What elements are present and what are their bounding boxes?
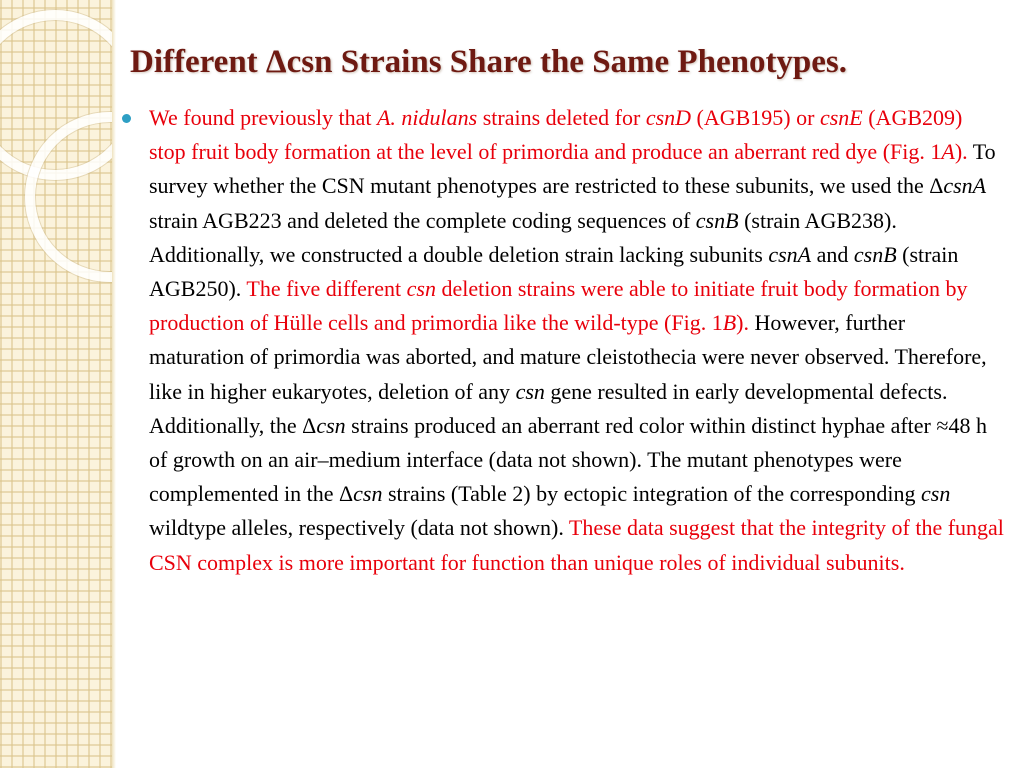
sidebar-edge-divider [112,0,116,768]
text-segment: csn [316,412,346,438]
text-segment: csnD [645,105,692,130]
text-segment: csnA [768,241,812,267]
body-paragraph [149,101,1004,580]
text-segment: csnB [695,207,739,233]
text-segment: csn [353,481,383,507]
text-segment: strains produced an aberrant red color within distinct hyphae after ≈48 h of growth on an air–medium interface (data not shown). The mutant phenotypes were complemented in the Δ [149,412,987,507]
text-segment: These data suggest that the integrity of the fungal CSN complex is more important for function than unique roles of individual subunits. [149,515,1004,575]
text-segment: The five different [241,276,407,302]
text-segment: (strain AGB238). Additionally, we constructed a double deletion strain lacking subunits [149,207,897,267]
text-segment: deletion strains were able to initiate fruit body formation by production of Hülle cells and primordia like the wild-type (Fig. 1 [149,276,968,336]
text-segment: (AGB209) stop fruit body formation at the level of primordia and produce an aberrant red dye (Fig. 1 [149,105,963,165]
text-segment: ). [954,139,968,165]
text-segment: A. nidulans [376,105,478,130]
text-segment: csnB [853,241,897,267]
text-segment: B [722,310,737,336]
text-segment: wildtype alleles, respectively (data not shown). [149,515,564,541]
text-segment: (strain AGB250). [149,241,959,302]
text-segment: A [941,139,955,165]
text-segment: gene resulted in early developmental defects. Additionally, the Δ [149,378,948,438]
decorative-sidebar [0,0,113,768]
text-segment: csn [921,481,951,507]
text-segment: strains (Table 2) by ectopic integration of the corresponding [382,481,922,507]
text-segment: and [811,241,854,267]
text-segment: csn [515,378,545,404]
text-segment: (AGB195) or [691,105,820,130]
text-segment: strains deleted for [477,105,646,130]
text-segment: csnE [819,105,863,130]
text-segment: To survey whether the CSN mutant phenotypes are restricted to these subunits, we used the Δ [149,139,996,199]
text-segment: csn [406,276,436,302]
text-segment: ). [736,310,749,336]
slide-title: Different Δcsn Strains Share the Same Phenotypes. [130,44,848,80]
bullet-point-icon [122,114,131,123]
text-segment: However, further maturation of primordia was aborted, and mature cleistothecia were never observed. Therefore, like in higher eukaryotes, deletion of any [149,310,987,404]
text-segment: strain AGB223 and deleted the complete coding sequences of [149,207,696,233]
text-segment: csnA [943,173,987,199]
text-segment: We found previously that [149,105,377,130]
